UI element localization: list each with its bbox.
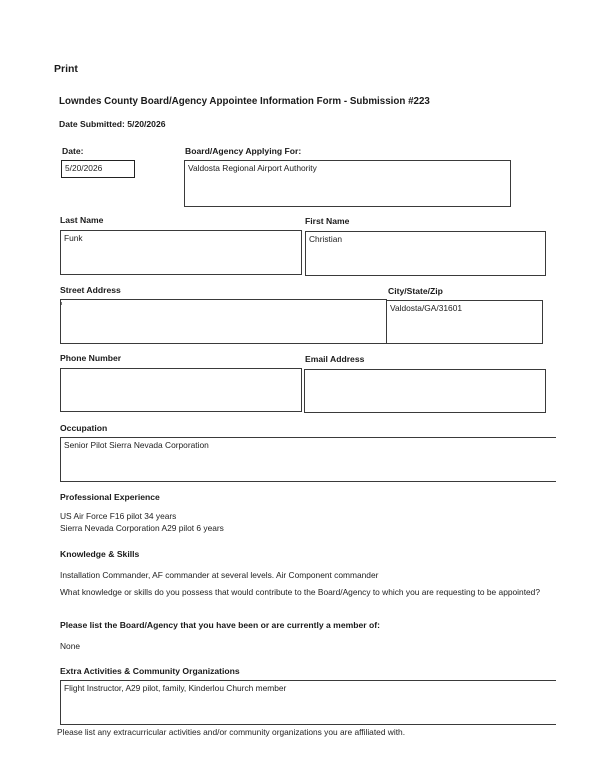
city-state-zip-label: City/State/Zip [388, 286, 443, 296]
knowledge-skills-help-text: What knowledge or skills do you possess that would contribute to the Board/Agency to which you are requesting to be appointed? [60, 587, 540, 597]
last-name-field[interactable]: Funk [60, 230, 302, 275]
street-address-field[interactable] [60, 299, 387, 344]
date-submitted: Date Submitted: 5/20/2026 [59, 119, 166, 129]
date-field[interactable]: 5/20/2026 [61, 160, 135, 178]
experience-line: Sierra Nevada Corporation A29 pilot 6 years [60, 523, 224, 533]
email-address-field[interactable] [304, 369, 546, 413]
city-state-zip-field[interactable]: Valdosta/GA/31601 [386, 300, 543, 344]
print-link[interactable]: Print [54, 63, 78, 75]
board-agency-field[interactable]: Valdosta Regional Airport Authority [184, 160, 511, 207]
text-cursor-mark [61, 302, 62, 305]
street-address-label: Street Address [60, 285, 121, 295]
first-name-field[interactable]: Christian [305, 231, 546, 276]
first-name-label: First Name [305, 216, 350, 226]
email-address-label: Email Address [305, 354, 365, 364]
last-name-label: Last Name [60, 215, 104, 225]
extra-activities-help-text: Please list any extracurricular activities and/or community organizations you are affiliated with. [57, 727, 406, 737]
board-agency-label: Board/Agency Applying For: [185, 146, 302, 156]
occupation-field[interactable]: Senior Pilot Sierra Nevada Corporation [60, 437, 556, 482]
date-label: Date: [62, 146, 84, 156]
professional-experience-heading: Professional Experience [60, 492, 160, 502]
phone-number-field[interactable] [60, 368, 302, 412]
experience-line: US Air Force F16 pilot 34 years [60, 511, 177, 521]
boards-member-heading: Please list the Board/Agency that you have been or are currently a member of: [60, 620, 380, 630]
form-title: Lowndes County Board/Agency Appointee Information Form - Submission #223 [59, 96, 430, 107]
knowledge-skills-answer: Installation Commander, AF commander at several levels. Air Component commander [60, 570, 379, 580]
boards-member-answer: None [60, 641, 81, 651]
extra-activities-field[interactable]: Flight Instructor, A29 pilot, family, Kinderlou Church member [60, 680, 556, 725]
occupation-label: Occupation [60, 423, 108, 433]
phone-number-label: Phone Number [60, 353, 122, 363]
knowledge-skills-heading: Knowledge & Skills [60, 549, 140, 559]
extra-activities-heading: Extra Activities & Community Organizations [60, 666, 240, 676]
